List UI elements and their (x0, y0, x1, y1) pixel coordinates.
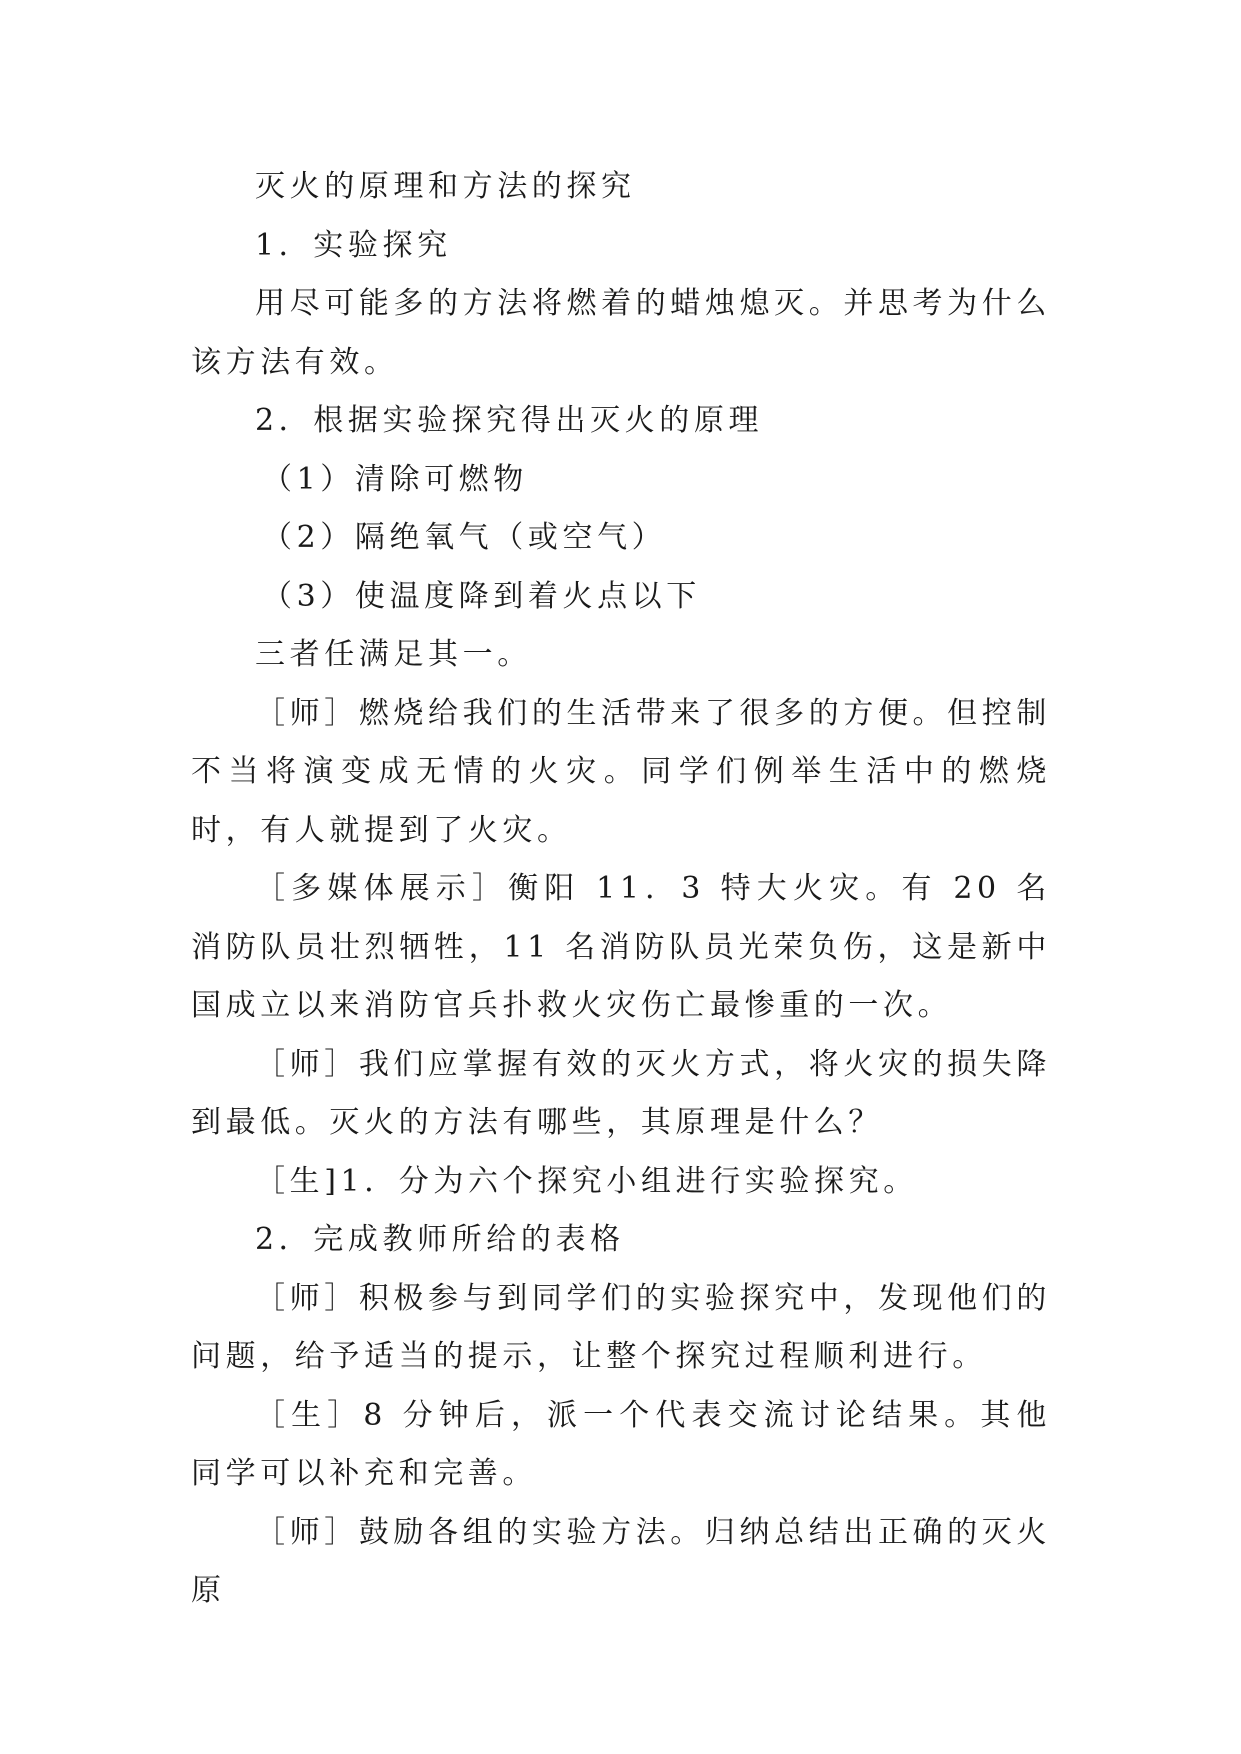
teacher-paragraph: ［师］燃烧给我们的生活带来了很多的方便。但控制不当将演变成无情的火灾。同学们例举生活中的燃烧时，有人就提到了火灾。 (191, 695, 1051, 848)
step-heading: 2．完成教师所给的表格 (255, 1222, 625, 1257)
step-heading: 2．根据实验探究得出灭火的原理 (255, 403, 764, 438)
teacher-paragraph: ［师］我们应掌握有效的灭火方式，将火灾的损失降到最低。灭火的方法有哪些，其原理是什么？ (191, 1046, 1051, 1140)
principle-item: （2）隔绝氧气（或空气） (262, 520, 667, 555)
student-paragraph: ［生］8 分钟后，派一个代表交流讨论结果。其他同学可以补充和完善。 (191, 1397, 1051, 1491)
teacher-paragraph: ［师］积极参与到同学们的实验探究中，发现他们的问题，给予适当的提示，让整个探究过程顺利进行。 (191, 1280, 1051, 1374)
principle-item: （3）使温度降到着火点以下 (262, 578, 701, 614)
paragraph: 三者任满足其一。 (255, 637, 532, 672)
paragraph: 用尽可能多的方法将燃着的蜡烛熄灭。并思考为什么该方法有效。 (191, 286, 1051, 380)
teacher-paragraph: ［师］鼓励各组的实验方法。归纳总结出正确的灭火原 (191, 1514, 1051, 1608)
document-body (191, 158, 1051, 1621)
step-heading: 1．实验探究 (255, 227, 452, 263)
section-heading: 灭火的原理和方法的探究 (255, 169, 636, 204)
multimedia-paragraph: ［多媒体展示］衡阳 11．3 特大火灾。有 20 名消防队员壮烈牺牲，11 名消防队员光荣负伤，这是新中国成立以来消防官兵扑救火灾伤亡最惨重的一次。 (191, 871, 1051, 1023)
principle-item: （1）清除可燃物 (262, 461, 528, 497)
student-paragraph: ［生]1．分为六个探究小组进行实验探究。 (255, 1163, 918, 1199)
